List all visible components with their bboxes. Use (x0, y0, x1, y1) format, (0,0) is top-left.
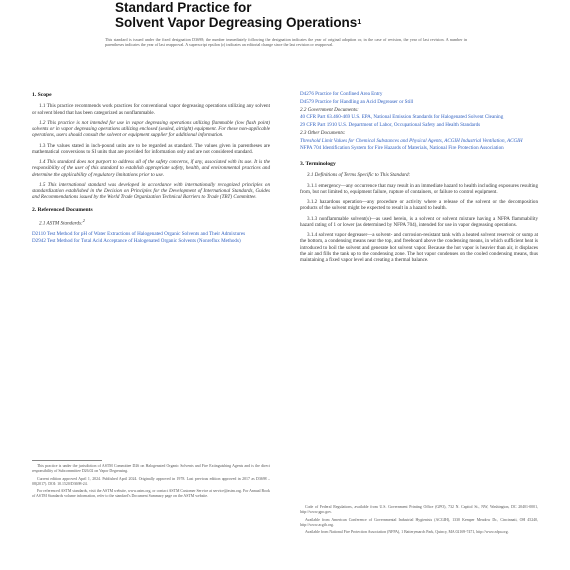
footnote: Current edition approved April 1, 2024. Published April 2024. Originally approved in 1978. Last previous edition approved in 2017 as D3698 – 08(2017). DOI: 10.1520/D3698-24. (32, 476, 270, 486)
left-footnotes (32, 460, 270, 502)
definitions-subheading: 3.1 Definitions of Terms Specific to This Standard: (307, 172, 411, 179)
title-footnote-mark: 1 (357, 19, 362, 26)
other-documents-subheading: 2.3 Other Documents: (300, 129, 346, 136)
document-title (115, 0, 475, 30)
reference-link[interactable]: D4276 Practice for Confined Area Entry (300, 91, 383, 97)
definition-paragraph: 3.1.1 emergency—any occurrence that may result in an immediate hazard to health including exposures resulting from, but not limited to, equipment failure, rupture of containers, or failure to control equipment. (300, 182, 538, 195)
designation-note: This standard is issued under the fixed designation D3698; the number immediately following the designation indicates the year of original adoption or, in the case of revision, the year of last revision. A number in parentheses indicates the year of last reapproval. A superscript epsilon (ε) indicates an editorial change since the last revision or reapproval. (105, 37, 467, 48)
title-line-2-text: Solvent Vapor Degreasing Operations (115, 15, 358, 30)
reference-list (300, 91, 538, 152)
scope-paragraph: 1.4 This standard does not purport to address all of the safety concerns, if any, associated with its use. It is the responsibility of the user of this standard to establish appropriate safety, health, and environmental practices and determine the applicability of regulatory limitations prior to use. (32, 159, 270, 178)
reference-link[interactable]: 29 CFR Part 1910 U.S. Department of Labor, Occupational Safety and Health Standards (300, 122, 481, 128)
footnote: Available from National Fire Protection Association (NFPA), 1 Batterymarch Park, Quincy, MA 02169-7471, http://www.nfpa.org. (305, 530, 509, 534)
terminology-heading: 3. Terminology (300, 161, 336, 167)
reference-link[interactable]: D2110 Test Method for pH of Water Extractions of Halogenated Organic Solvents and Their Admixtures (32, 230, 246, 237)
left-column (32, 92, 270, 246)
footnote: This practice is under the jurisdiction of ASTM Committee D26 on Halogenated Organic Solvents and Fire Extinguishing Agents and is the direct responsibility of Subcommittee D26.02 on Vapor Degreasing. (32, 464, 270, 473)
right-column (300, 91, 538, 267)
government-documents-subheading: 2.2 Government Documents: (300, 106, 359, 113)
reference-link[interactable]: 40 CFR Part 63.460-469 U.S. EPA, National Emission Standards for Halogenated Solvent Cleaning (300, 114, 504, 121)
footnote: Code of Federal Regulations, available from U.S. Government Printing Office (GPO), 732 N. Capitol St., NW, Washington, DC 20401-0001, http://www.gpo.gov. (300, 505, 538, 514)
reference-list (32, 231, 270, 245)
astm-standards-subheading (32, 218, 270, 227)
reference-link[interactable]: D2942 Test Method for Total Acid Acceptance of Halogenated Organic Solvents (Nonreflux Methods) (32, 238, 241, 245)
scope-paragraph: 1.2 This practice is not intended for use in vapor degreasing operations utilizing flammable (low flash point) solvents or in vapor degreasing operations utilizing enclosed (sealed, airtight) equipment. For these non-applicable operations, users should consult the solvent or equipment supplier for additional information. (32, 119, 270, 139)
definition-paragraph: 3.1.2 hazardous operation—any procedure or activity where a release of the solvent or the decomposition products of the solvent might be expected to result in a hazard to health. (300, 199, 538, 212)
right-footnotes (300, 505, 538, 538)
footnote: Available from American Conference of Governmental Industrial Hygienists (ACGIH), 1330 Kemper Meadow Dr., Cincinnati, OH 45240, http://www.acgih.org. (300, 517, 538, 527)
title-line-2 (115, 15, 475, 30)
scope-heading: 1. Scope (32, 92, 52, 98)
scope-paragraph: 1.3 The values stated in inch-pound units are to be regarded as standard. The values given in parentheses are mathematical conversions to SI units that are provided for information only and are not considered standard. (32, 142, 270, 155)
footnote: For referenced ASTM standards, visit the ASTM website, www.astm.org, or contact ASTM Customer Service at service@astm.org. For Annual Book of ASTM Standards volume information, refer to the standard's Document Summary page on the ASTM website. (32, 489, 270, 498)
definition-paragraph: 3.1.4 solvent vapor degreaser—a solvent- and corrosion-resistant tank with a heated solvent reservoir or sump at the bottom, a condensing means near the top, and freeboard above the condensing means, in which sufficient heat is introduced to boil the solvent and generate hot solvent vapor. Because the hot vapor is heavier than air, it displaces the air and fills the tank up to the condensing zone. The hot vapor condenses on the cooled condensing means, thus maintaining a fixed vapor level and creating a thermal balance. (300, 232, 538, 263)
definition-paragraph: 3.1.3 nonflammable solvent(s)—as used herein, is a solvent or solvent mixture having a NFPA flammability hazard rating of 1 or lower (as determined by NFPA 704), intended for use in vapor degreasing operations. (300, 215, 538, 228)
referenced-documents-heading: 2. Referenced Documents (32, 206, 93, 213)
astm-standards-text: 2.1 ASTM Standards: (39, 220, 83, 227)
scope-paragraph: 1.1 This practice recommends work practices for conventional vapor degreasing operations utilizing any solvent or solvent blend that has been categorized as nonflammable. (32, 103, 270, 116)
footnote-rule (32, 460, 102, 461)
reference-link[interactable]: D4579 Practice for Handling an Acid Degreaser or Still (300, 98, 414, 105)
section-spacer (300, 153, 538, 161)
title-line-1: Standard Practice for (115, 0, 252, 15)
scope-paragraph: 1.5 This international standard was developed in accordance with internationally recognized principles on standardization established in the Decision on Principles for the Development of International Standards, Guides and Recommendations issued by the World Trade Organization Technical Barriers to Trade (TBT) Committee. (32, 181, 270, 201)
reference-link[interactable]: Threshold Limit Values for Chemical Substances and Physical Agents, ACGIH Industrial Ventilation, ACGIH (300, 137, 523, 144)
reference-link[interactable]: NFPA 704 Identification System for Fire Hazards of Materials, National Fire Protection Association (300, 145, 504, 152)
astm-standards-footnote-mark: 2 (82, 217, 85, 223)
